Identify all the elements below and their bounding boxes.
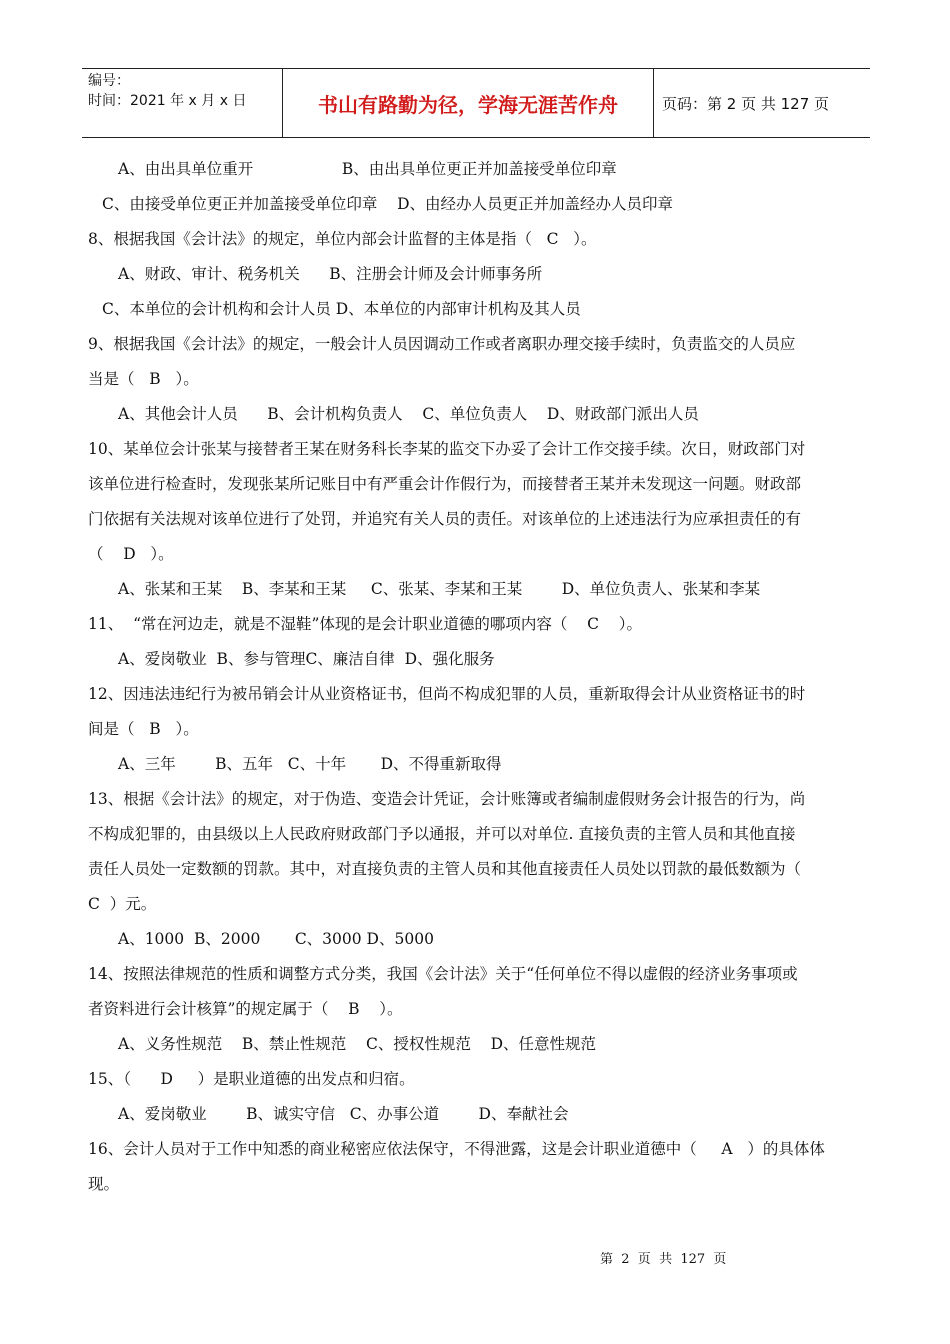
question-text-line: 现。: [88, 1175, 120, 1193]
answer-options-line: A、1000 B、2000 C、3000 D、5000: [118, 930, 434, 948]
page-footer: 第 2 页 共 127 页: [600, 1252, 727, 1267]
question-text-line: （ D ）。: [88, 545, 174, 563]
question-text-line: 12、因违法违纪行为被吊销会计从业资格证书，但尚不构成犯罪的人员，重新取得会计从业资格证书的时: [88, 685, 806, 703]
answer-options-line: A、爱岗敬业 B、诚实守信 C、办事公道 D、奉献社会: [118, 1105, 569, 1123]
answer-options-line: C、由接受单位更正并加盖接受单位印章 D、由经办人员更正并加盖经办人员印章: [102, 195, 673, 213]
question-text-line: 13、根据《会计法》的规定，对于伪造、变造会计凭证，会计账簿或者编制虚假财务会计报告的行为，尚: [88, 790, 806, 808]
header-meta: [82, 69, 282, 137]
answer-options-line: A、由出具单位重开 B、由出具单位更正并加盖接受单位印章: [118, 160, 617, 178]
document-body: [88, 152, 864, 1202]
header-page-info: 页码：第 2 页 共 127 页: [662, 94, 830, 113]
question-text-line: 间是（ B ）。: [88, 720, 199, 738]
question-text-line: 9、根据我国《会计法》的规定，一般会计人员因调动工作或者离职办理交接手续时，负责监交的人员应: [88, 335, 796, 353]
header-motto: 书山有路勤为径，学海无涯苦作舟: [282, 69, 654, 137]
page-header: [82, 68, 870, 138]
answer-options-line: A、张某和王某 B、李某和王某 C、张某、李某和王某 D、单位负责人、张某和李某: [118, 580, 761, 598]
serial-label: 编号：: [88, 73, 130, 89]
question-text-line: 8、根据我国《会计法》的规定，单位内部会计监督的主体是指（ C ）。: [88, 230, 597, 248]
question-text-line: 11、 “常在河边走，就是不湿鞋”体现的是会计职业道德的哪项内容（ C ）。: [88, 615, 642, 633]
question-text-line: 者资料进行会计核算”的规定属于（ B ）。: [88, 1000, 403, 1018]
date-label: 时间：2021 年 x 月 x 日: [88, 93, 247, 109]
question-text-line: 当是（ B ）。: [88, 370, 199, 388]
answer-options-line: A、三年 B、五年 C、十年 D、不得重新取得: [118, 755, 502, 773]
question-text-line: 10、某单位会计张某与接替者王某在财务科长李某的监交下办妥了会计工作交接手续。次日，财政部门对: [88, 440, 806, 458]
question-text-line: 门依据有关法规对该单位进行了处罚，并追究有关人员的责任。对该单位的上述违法行为应承担责任的有: [88, 510, 802, 528]
answer-options-line: A、财政、审计、税务机关 B、注册会计师及会计师事务所: [118, 265, 543, 283]
question-text-line: 16、会计人员对于工作中知悉的商业秘密应依法保守，不得泄露，这是会计职业道德中（ A ）的具体体: [88, 1140, 825, 1158]
question-text-line: C ）元。: [88, 895, 157, 913]
answer-options-line: A、其他会计人员 B、会计机构负责人 C、单位负责人 D、财政部门派出人员: [118, 405, 699, 423]
answer-options-line: C、本单位的会计机构和会计人员 D、本单位的内部审计机构及其人员: [102, 300, 581, 318]
question-text-line: 该单位进行检查时，发现张某所记账目中有严重会计作假行为，而接替者王某并未发现这一问题。财政部: [88, 475, 802, 493]
answer-options-line: A、爱岗敬业 B、参与管理C、廉洁自律 D、强化服务: [118, 650, 495, 668]
question-text-line: 责任人员处一定数额的罚款。其中，对直接负责的主管人员和其他直接责任人员处以罚款的最低数额为（: [88, 860, 802, 878]
question-text-line: 14、按照法律规范的性质和调整方式分类，我国《会计法》关于“任何单位不得以虚假的经济业务事项或: [88, 965, 798, 983]
question-text-line: 15、（ D ）是职业道德的出发点和归宿。: [88, 1070, 415, 1088]
answer-options-line: A、义务性规范 B、禁止性规范 C、授权性规范 D、任意性规范: [118, 1035, 596, 1053]
question-text-line: 不构成犯罪的，由县级以上人民政府财政部门予以通报，并可以对单位. 直接负责的主管人员和其他直接: [88, 825, 796, 843]
